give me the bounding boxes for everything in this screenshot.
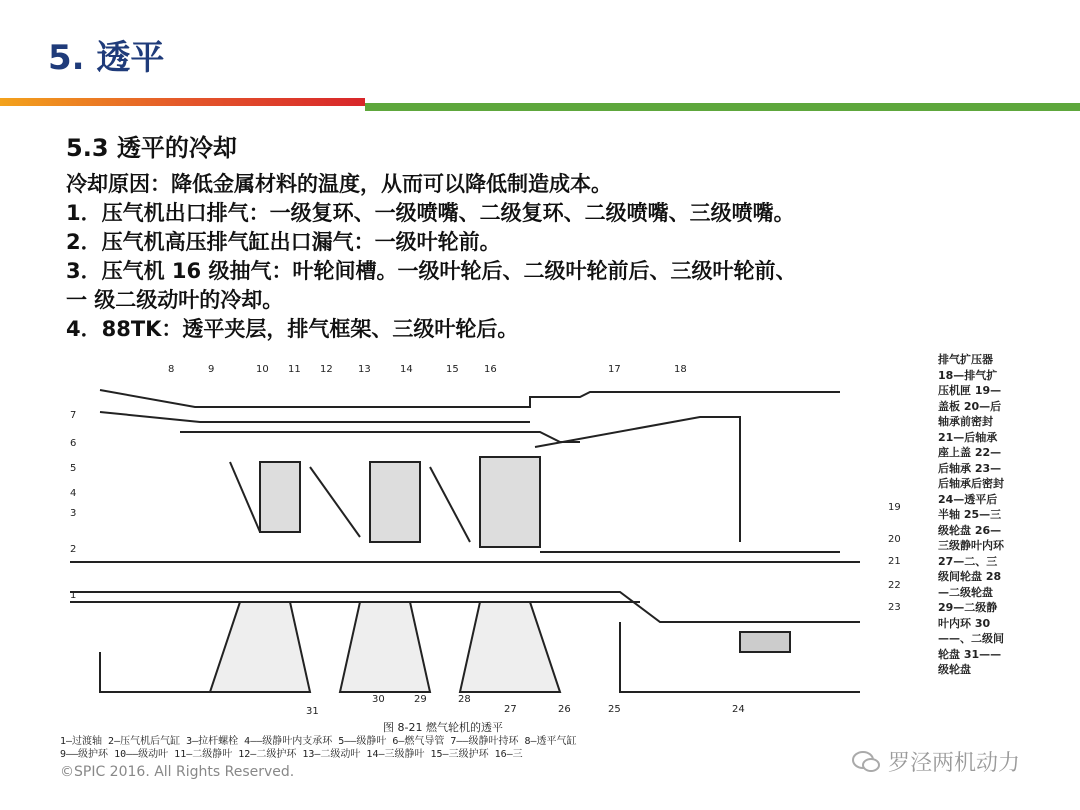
copyright-text: ©SPIC 2016. All Rights Reserved. xyxy=(60,764,295,780)
header-bar-left xyxy=(0,98,365,106)
callout-31: 31 xyxy=(306,706,319,717)
callout-13: 13 xyxy=(358,364,371,375)
callout-14: 14 xyxy=(400,364,413,375)
body-line: 3．压气机 16 级抽气：叶轮间槽。一级叶轮后、二级叶轮前后、三级叶轮前、 xyxy=(66,259,797,283)
legend-line: 1—过渡轴 2—压气机后气缸 3—拉杆螺栓 4——级静叶内支承环 5——级静叶 6—燃气导管 7——级静叶持环 8—透平气缸 xyxy=(60,736,577,747)
watermark-text: 罗泾两机动力 xyxy=(888,751,1021,776)
wechat-icon xyxy=(852,750,880,774)
callout-30: 30 xyxy=(372,694,385,705)
figure-side-notes: 排气扩压器 18—排气扩压机匣 19—盖板 20—后轴承前密封 21—后轴承座上盖 22—后轴承 23—后轴承后密封 24—透平后半轴 25—三级轮盘 26—三级静叶内环 27—二、三级间轮盘 28—二级轮盘 29—二级静叶内环 30——、二级间轮盘 31——级轮盘 xyxy=(938,353,1004,676)
callout-22: 22 xyxy=(888,580,901,591)
legend-line: 9——级护环 10——级动叶 11—二级静叶 12—二级护环 13—二级动叶 14—三级静叶 15—三级护环 16—三 xyxy=(60,749,523,760)
callout-26: 26 xyxy=(558,704,571,715)
callout-23: 23 xyxy=(888,602,901,613)
callout-15: 15 xyxy=(446,364,459,375)
callout-9: 9 xyxy=(208,364,215,375)
callout-3: 3 xyxy=(70,508,77,519)
callout-11: 11 xyxy=(288,364,301,375)
header-bar-right xyxy=(365,103,1080,111)
turbine-cross-section-diagram xyxy=(60,352,930,762)
callout-20: 20 xyxy=(888,534,901,545)
body-line: 4．88TK：透平夹层，排气框架、三级叶轮后。 xyxy=(66,317,519,341)
body-line: 一 级二级动叶的冷却。 xyxy=(66,288,284,312)
callout-17: 17 xyxy=(608,364,621,375)
callout-25: 25 xyxy=(608,704,621,715)
figure-legend xyxy=(60,735,860,761)
callout-24: 24 xyxy=(732,704,745,715)
body-line: 2．压气机高压排气缸出口漏气：一级叶轮前。 xyxy=(66,230,501,254)
callout-18: 18 xyxy=(674,364,687,375)
callout-1: 1 xyxy=(70,590,77,601)
callout-29: 29 xyxy=(414,694,427,705)
callout-7: 7 xyxy=(70,410,77,421)
callout-2: 2 xyxy=(70,544,77,555)
page-title: 5. 透平 xyxy=(48,38,165,78)
callout-21: 21 xyxy=(888,556,901,567)
callout-16: 16 xyxy=(484,364,497,375)
callout-8: 8 xyxy=(168,364,175,375)
callout-28: 28 xyxy=(458,694,471,705)
callout-10: 10 xyxy=(256,364,269,375)
callout-4: 4 xyxy=(70,488,77,499)
body-line: 冷却原因：降低金属材料的温度，从而可以降低制造成本。 xyxy=(66,172,612,196)
section-heading: 5.3 透平的冷却 xyxy=(66,134,237,162)
body-line: 1．压气机出口排气：一级复环、一级喷嘴、二级复环、二级喷嘴、三级喷嘴。 xyxy=(66,201,795,225)
callout-5: 5 xyxy=(70,463,77,474)
callout-19: 19 xyxy=(888,502,901,513)
callout-6: 6 xyxy=(70,438,77,449)
body-text xyxy=(66,170,1066,344)
figure-caption: 图 8-21 燃气轮机的透平 xyxy=(383,721,503,734)
wechat-watermark xyxy=(852,746,1020,777)
callout-27: 27 xyxy=(504,704,517,715)
callout-12: 12 xyxy=(320,364,333,375)
